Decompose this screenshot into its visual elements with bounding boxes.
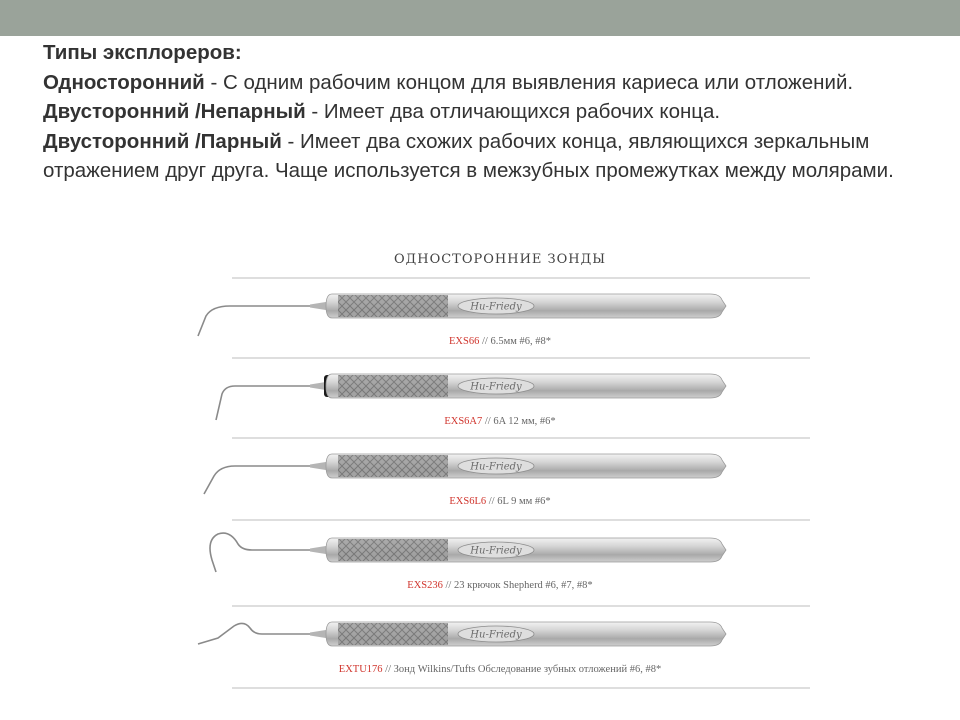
explorer-figure [190, 248, 830, 708]
text-block [43, 38, 923, 186]
instrument-code: EXS236 [407, 580, 443, 591]
explorer-instrument [210, 533, 726, 572]
instrument-code: EXS6A7 [444, 416, 483, 427]
explorer-instrument [216, 374, 726, 420]
instrument-desc: // 23 крючок Shepherd #6, #7, #8* [442, 580, 593, 591]
brand-logo: Hu-Friedy [470, 381, 522, 393]
knurled-grip [338, 375, 448, 397]
instrument-code: EXTU176 [338, 664, 383, 675]
instrument-desc: // Зонд Wilkins/Tufts Обследование зубных отложений #6, #8* [382, 664, 662, 675]
instrument-code: EXS66 [449, 336, 480, 347]
figure-title: ОДНОСТОРОННИЕ ЗОНДЫ [394, 252, 606, 267]
brand-logo: Hu-Friedy [470, 461, 522, 473]
working-tip [204, 466, 312, 494]
instruments-svg [190, 248, 830, 708]
working-tip [198, 306, 312, 336]
single-term: Односторонний [43, 70, 205, 94]
double-unpaired-desc: - Имеет два отличающихся рабочих конца. [305, 100, 721, 123]
brand-logo: Hu-Friedy [470, 629, 522, 641]
brand-logo: Hu-Friedy [470, 301, 522, 313]
single-desc: - С одним рабочим концом для выявления кариеса или отложений. [204, 70, 854, 94]
instrument-caption [190, 336, 810, 347]
explorer-instrument [204, 454, 726, 494]
instrument-caption [190, 496, 810, 507]
heading: Типы эксплореров: [43, 41, 242, 64]
knurled-grip [338, 539, 448, 561]
working-tip [198, 623, 312, 644]
double-paired-item [43, 127, 923, 186]
knurled-grip [338, 623, 448, 645]
double-paired-term: Двусторонний /Парный [43, 129, 282, 153]
working-tip [216, 386, 312, 420]
double-unpaired-term: Двусторонний /Непарный [43, 100, 306, 123]
instrument-caption [190, 664, 810, 675]
instrument-desc: // 6A 12 мм, #6* [482, 416, 556, 427]
working-tip [210, 533, 312, 572]
double-paired-desc: - Имеет два схожих рабочих конца, являющихся зеркальным отражением друг друга. Чаще используется в межзубных промежутках между молярами. [43, 129, 894, 182]
knurled-grip [338, 295, 448, 317]
instrument-desc: // 6.5мм #6, #8* [479, 336, 551, 347]
instrument-code: EXS6L6 [449, 496, 487, 507]
explorer-instrument [198, 294, 726, 336]
instrument-caption [190, 580, 810, 591]
single-item [43, 68, 923, 98]
top-bar [0, 0, 960, 36]
knurled-grip [338, 455, 448, 477]
double-unpaired-item [43, 97, 923, 127]
instrument-caption [190, 416, 810, 427]
brand-logo: Hu-Friedy [470, 545, 522, 557]
instrument-desc: // 6L 9 мм #6* [486, 496, 551, 507]
explorer-instrument [198, 622, 726, 646]
